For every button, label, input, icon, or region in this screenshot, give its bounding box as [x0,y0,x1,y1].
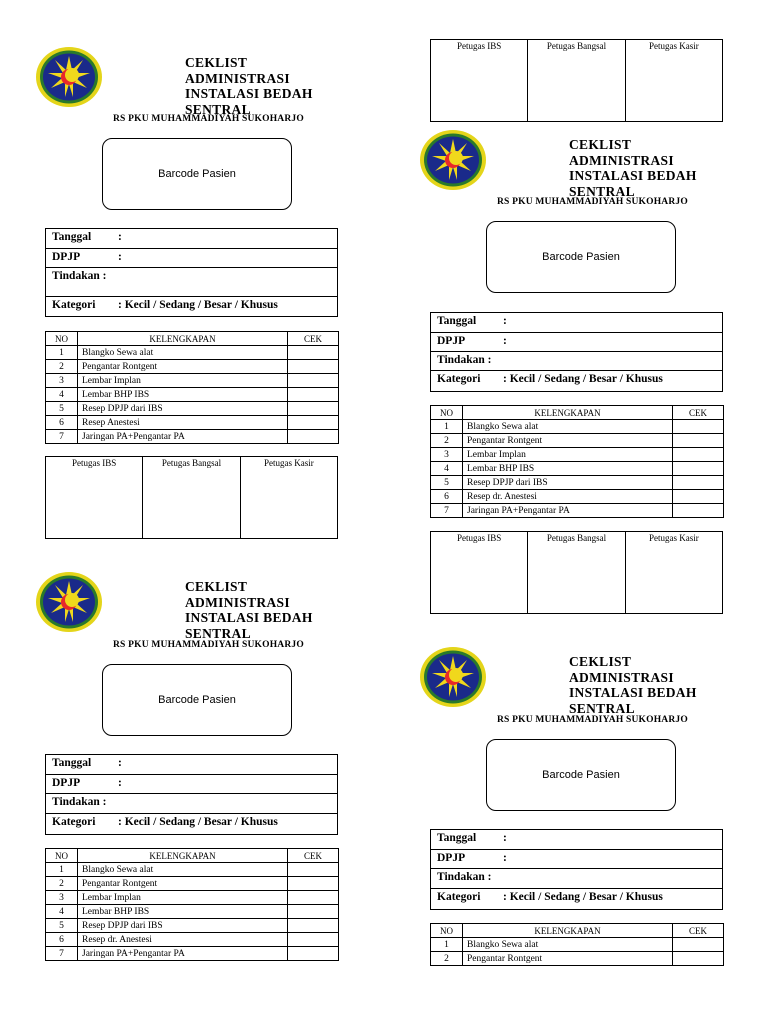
tanggal-label: Tanggal [437,832,477,844]
cek-cell[interactable] [288,919,339,933]
hospital-logo [35,46,103,108]
cek-cell[interactable] [288,905,339,919]
cek-cell[interactable] [673,434,724,448]
tanggal-label: Tanggal [52,231,92,243]
form-title: CEKLIST ADMINISTRASI INSTALASI BEDAH SENTRAL [185,55,313,117]
signature-petugas-bangsal: Petugas Bangsal [528,40,625,122]
table-row: 6 Resep dr. Anestesi [46,933,339,947]
table-row: 3 Lembar Implan [46,891,339,905]
signature-petugas-kasir: Petugas Kasir [240,457,337,539]
kategori-label: Kategori [437,891,481,903]
cek-cell[interactable] [288,388,339,402]
form-title: CEKLIST ADMINISTRASI INSTALASI BEDAH SENTRAL [569,654,697,716]
barcode-label: Barcode Pasien [158,168,236,180]
tindakan-label: Tindakan : [52,270,107,282]
hospital-name: RS PKU MUHAMMADIYAH SUKOHARJO [113,640,304,650]
signature-table [430,39,723,122]
dpjp-label: DPJP [437,335,466,347]
table-row: 7 Jaringan PA+Pengantar PA [431,504,724,518]
cek-cell[interactable] [673,938,724,952]
hospital-name: RS PKU MUHAMMADIYAH SUKOHARJO [497,197,688,207]
checklist-table: NO KELENGKAPAN CEK 1 Blangko Sewa alat 2 Pengantar Rontgent [430,923,724,966]
table-row: 2 Pengantar Rontgent [431,952,724,966]
tindakan-label: Tindakan : [52,796,107,808]
tanggal-label: Tanggal [52,757,92,769]
cek-cell[interactable] [673,476,724,490]
barcode-label: Barcode Pasien [542,769,620,781]
kategori-label: Kategori [52,299,96,311]
barcode-box [486,739,676,811]
cek-cell[interactable] [288,374,339,388]
checklist-table: NO KELENGKAPAN CEK 1 Blangko Sewa alat 2 Pengantar Rontgent 3 Lembar Implan 4 Lembar BHP IBS 5 Resep DPJP dari IBS 6 Resep dr. Anestesi 7 Jaringan PA+Pengantar PA [430,405,724,518]
kategori-options: : Kecil / Sedang / Besar / Khusus [118,816,278,828]
table-row: 7 Jaringan PA+Pengantar PA [46,947,339,961]
kategori-options: : Kecil / Sedang / Besar / Khusus [503,373,663,385]
signature-petugas-ibs: Petugas IBS [46,457,143,539]
patient-info: Tanggal : DPJP : Tindakan : Kategori : Kecil / Sedang / Besar / Khusus [430,829,723,910]
cek-cell[interactable] [288,430,339,444]
barcode-box [486,221,676,293]
patient-info: Tanggal : DPJP : Tindakan : Kategori : Kecil / Sedang / Besar / Khusus [45,754,338,835]
barcode-box [102,664,292,736]
cek-cell[interactable] [288,416,339,430]
barcode-label: Barcode Pasien [542,251,620,263]
signature-petugas-kasir: Petugas Kasir [625,532,722,614]
table-row: 7 Jaringan PA+Pengantar PA [46,430,339,444]
barcode-box [102,138,292,210]
kategori-options: : Kecil / Sedang / Besar / Khusus [503,891,663,903]
signature-petugas-bangsal: Petugas Bangsal [143,457,240,539]
table-row: 5 Resep DPJP dari IBS [46,402,339,416]
cek-cell[interactable] [288,877,339,891]
table-row: 4 Lembar BHP IBS [46,905,339,919]
kategori-label: Kategori [52,816,96,828]
cek-cell[interactable] [288,947,339,961]
cek-cell[interactable] [288,402,339,416]
dpjp-label: DPJP [52,777,81,789]
table-row: 1 Blangko Sewa alat [431,938,724,952]
tindakan-label: Tindakan : [437,871,492,883]
hospital-name: RS PKU MUHAMMADIYAH SUKOHARJO [497,715,688,725]
cek-cell[interactable] [288,863,339,877]
signature-table [45,456,338,539]
cek-cell[interactable] [673,490,724,504]
table-row: 1 Blangko Sewa alat [46,863,339,877]
dpjp-label: DPJP [437,852,466,864]
hospital-logo [419,129,487,191]
table-row: 5 Resep DPJP dari IBS [46,919,339,933]
cek-cell[interactable] [288,346,339,360]
table-row: 6 Resep Anestesi [46,416,339,430]
table-row: 1 Blangko Sewa alat [46,346,339,360]
hospital-logo [419,646,487,708]
signature-table [430,531,723,614]
cek-cell[interactable] [673,448,724,462]
patient-info: Tanggal : DPJP : Tindakan : Kategori : Kecil / Sedang / Besar / Khusus [430,312,723,392]
table-row: 2 Pengantar Rontgent [46,360,339,374]
cek-cell[interactable] [673,504,724,518]
checklist-table: NO KELENGKAPAN CEK 1 Blangko Sewa alat 2 Pengantar Rontgent 3 Lembar Implan 4 Lembar BHP IBS 5 Resep DPJP dari IBS 6 Resep Anestesi 7 Jaringan PA+Pengantar PA [45,331,339,444]
dpjp-label: DPJP [52,251,81,263]
patient-info: Tanggal : DPJP : Tindakan : Kategori : Kecil / Sedang / Besar / Khusus [45,228,338,317]
cek-cell[interactable] [673,420,724,434]
cek-cell[interactable] [288,360,339,374]
signature-petugas-ibs: Petugas IBS [431,532,528,614]
tindakan-label: Tindakan : [437,354,492,366]
kategori-label: Kategori [437,373,481,385]
barcode-label: Barcode Pasien [158,694,236,706]
form-title: CEKLIST ADMINISTRASI INSTALASI BEDAH SENTRAL [569,137,697,199]
kategori-options: : Kecil / Sedang / Besar / Khusus [118,299,278,311]
cek-cell[interactable] [288,891,339,905]
table-row: 6 Resep dr. Anestesi [431,490,724,504]
cek-cell[interactable] [288,933,339,947]
table-row: 5 Resep DPJP dari IBS [431,476,724,490]
table-row: 2 Pengantar Rontgent [431,434,724,448]
form-title: CEKLIST ADMINISTRASI INSTALASI BEDAH SENTRAL [185,579,313,641]
hospital-logo [35,571,103,633]
cek-cell[interactable] [673,952,724,966]
table-row: 1 Blangko Sewa alat [431,420,724,434]
table-row: 4 Lembar BHP IBS [431,462,724,476]
tanggal-label: Tanggal [437,315,477,327]
cek-cell[interactable] [673,462,724,476]
table-row: 3 Lembar Implan [46,374,339,388]
signature-petugas-kasir: Petugas Kasir [625,40,722,122]
table-row: 2 Pengantar Rontgent [46,877,339,891]
checklist-table: NO KELENGKAPAN CEK 1 Blangko Sewa alat 2 Pengantar Rontgent 3 Lembar Implan 4 Lembar BHP IBS 5 Resep DPJP dari IBS 6 Resep dr. Anestesi 7 Jaringan PA+Pengantar PA [45,848,339,961]
signature-petugas-ibs: Petugas IBS [431,40,528,122]
table-row: 3 Lembar Implan [431,448,724,462]
signature-petugas-bangsal: Petugas Bangsal [528,532,625,614]
hospital-name: RS PKU MUHAMMADIYAH SUKOHARJO [113,114,304,124]
table-row: 4 Lembar BHP IBS [46,388,339,402]
